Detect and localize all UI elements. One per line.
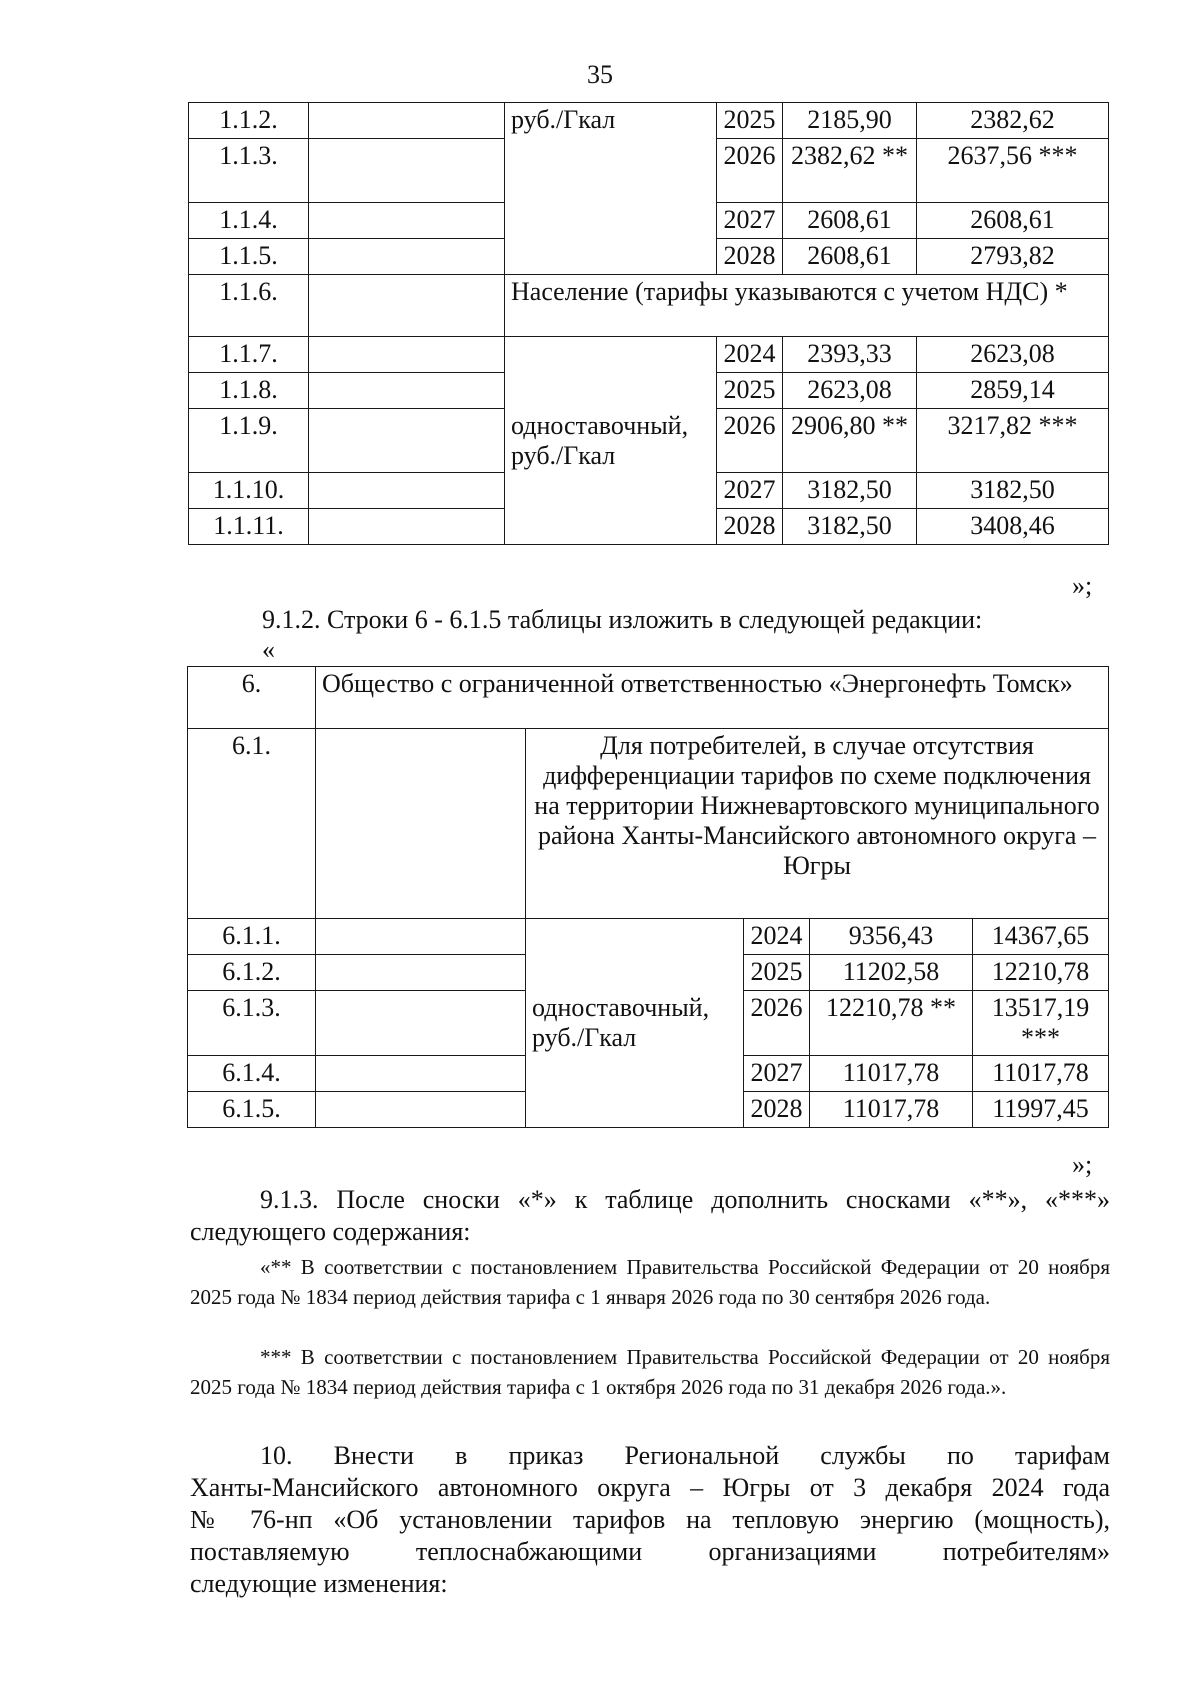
empty-cell — [309, 275, 505, 337]
tariff-value-2: 3182,50 — [917, 473, 1109, 509]
tariff-value-2: 2859,14 — [917, 373, 1109, 409]
tariff-value-1: 12210,78 ** — [810, 991, 973, 1056]
row-number: 1.1.7. — [189, 337, 309, 373]
population-heading: Население (тарифы указываются с учетом НДС) * — [505, 275, 1109, 337]
tariff-table-energoneft — [187, 666, 1109, 1128]
table-row — [189, 103, 1109, 139]
tariff-value-1: 2623,08 — [783, 373, 917, 409]
unit-cell: одноставочный, руб./Гкал — [526, 919, 744, 1128]
footnote-double-star — [190, 1252, 1110, 1312]
tariff-value-1: 9356,43 — [810, 919, 973, 955]
tariff-value-2: 3217,82 *** — [917, 409, 1109, 473]
footnote-double-star-text: «** В соответствии с постановлением Правительства Российской Федерации от 20 ноября 2025 года № 1834 период действия тарифа с 1 января 2026 года по 30 сентября 2026 года. — [190, 1255, 1110, 1309]
empty-cell — [316, 1056, 526, 1092]
row-number: 6.1.4. — [188, 1056, 316, 1092]
tariff-value-1: 11017,78 — [810, 1092, 973, 1128]
empty-cell — [316, 919, 526, 955]
footnote-triple-star-text: *** В соответствии с постановлением Правительства Российской Федерации от 20 ноября 2025 года № 1834 период действия тарифа с 1 октября 2026 года по 31 декабря 2026 года.». — [190, 1345, 1110, 1399]
row-number: 1.1.5. — [189, 239, 309, 275]
row-number: 1.1.2. — [189, 103, 309, 139]
tariff-value-1: 11202,58 — [810, 955, 973, 991]
tariff-value-2: 13517,19 *** — [973, 991, 1109, 1056]
tariff-value-2: 14367,65 — [973, 919, 1109, 955]
section-10-line-1: 10. Внести в приказ Региональной службы по тарифам — [260, 1441, 1110, 1470]
empty-cell — [316, 1092, 526, 1128]
tariff-value-1: 11017,78 — [810, 1056, 973, 1092]
opening-quote: « — [262, 635, 275, 664]
tariff-value-2: 11997,45 — [973, 1092, 1109, 1128]
row-number: 1.1.9. — [189, 409, 309, 473]
year-cell: 2028 — [744, 1092, 810, 1128]
section-10-line-5: следующие изменения: — [190, 1569, 448, 1598]
year-cell: 2028 — [717, 239, 783, 275]
year-cell: 2027 — [717, 203, 783, 239]
row-number: 6.1.5. — [188, 1092, 316, 1128]
empty-cell — [316, 955, 526, 991]
tariff-value-2: 2382,62 — [917, 103, 1109, 139]
empty-cell — [309, 203, 505, 239]
empty-cell — [309, 139, 505, 203]
row-number: 1.1.8. — [189, 373, 309, 409]
unit-cell: руб./Гкал — [505, 103, 717, 275]
empty-cell — [316, 991, 526, 1056]
tariff-value-1: 3182,50 — [783, 509, 917, 545]
section-9-1-2-text: 9.1.2. Строки 6 - 6.1.5 таблицы изложить в следующей редакции: — [262, 605, 983, 634]
section-9-1-3-text: 9.1.3. После сноски «*» к таблице дополнить сносками «**», «***» следующего содержания: — [190, 1185, 1110, 1246]
empty-cell — [309, 239, 505, 275]
tariff-value-1: 2393,33 — [783, 337, 917, 373]
year-cell: 2026 — [744, 991, 810, 1056]
year-cell: 2025 — [744, 955, 810, 991]
tariff-value-1: 2382,62 ** — [783, 139, 917, 203]
tariff-value-2: 2793,82 — [917, 239, 1109, 275]
tariff-value-2: 12210,78 — [973, 955, 1109, 991]
tariff-value-2: 2608,61 — [917, 203, 1109, 239]
empty-cell — [316, 729, 526, 919]
year-cell: 2026 — [717, 409, 783, 473]
year-cell: 2027 — [744, 1056, 810, 1092]
population-row — [189, 275, 1109, 337]
footnote-triple-star — [190, 1342, 1110, 1402]
organization-row — [188, 667, 1109, 729]
consumers-heading: Для потребителей, в случае отсутствия дифференциации тарифов по схеме подключения на территории Нижневартовского муниципального района Ханты-Мансийского автономного округа – Югры — [526, 729, 1109, 919]
year-cell: 2024 — [744, 919, 810, 955]
page-number: 35 — [587, 60, 613, 89]
row-number: 6.1. — [188, 729, 316, 919]
tariff-value-2: 11017,78 — [973, 1056, 1109, 1092]
empty-cell — [309, 373, 505, 409]
organization-name: Общество с ограниченной ответственностью «Энергонефть Томск» — [316, 667, 1109, 729]
section-10-line-2: Ханты-Мансийского автономного округа – Югры от 3 декабря 2024 года — [190, 1473, 1110, 1502]
row-number: 1.1.4. — [189, 203, 309, 239]
closing-quote-2: »; — [1072, 1150, 1093, 1179]
empty-cell — [309, 103, 505, 139]
table-row — [188, 919, 1109, 955]
year-cell: 2025 — [717, 373, 783, 409]
empty-cell — [309, 409, 505, 473]
year-cell: 2026 — [717, 139, 783, 203]
tariff-value-1: 2185,90 — [783, 103, 917, 139]
row-number: 1.1.11. — [189, 509, 309, 545]
row-number: 1.1.6. — [189, 275, 309, 337]
tariff-value-1: 2608,61 — [783, 239, 917, 275]
year-cell: 2025 — [717, 103, 783, 139]
year-cell: 2027 — [717, 473, 783, 509]
unit-cell: одноставочный, руб./Гкал — [505, 337, 717, 545]
section-9-1-3-paragraph — [190, 1184, 1110, 1248]
section-10-line-3: № 76-нп «Об установлении тарифов на тепловую энергию (мощность), — [190, 1505, 1110, 1534]
row-number: 1.1.10. — [189, 473, 309, 509]
table-row — [189, 337, 1109, 373]
empty-cell — [309, 509, 505, 545]
tariff-value-2: 3408,46 — [917, 509, 1109, 545]
tariff-value-2: 2623,08 — [917, 337, 1109, 373]
row-number: 6.1.2. — [188, 955, 316, 991]
row-number: 6. — [188, 667, 316, 729]
row-number: 6.1.3. — [188, 991, 316, 1056]
row-number: 1.1.3. — [189, 139, 309, 203]
section-10-line-4: поставляемую теплоснабжающими организациями потребителям» — [190, 1537, 1110, 1566]
consumers-row — [188, 729, 1109, 919]
row-number: 6.1.1. — [188, 919, 316, 955]
year-cell: 2028 — [717, 509, 783, 545]
empty-cell — [309, 337, 505, 373]
year-cell: 2024 — [717, 337, 783, 373]
tariff-value-1: 2906,80 ** — [783, 409, 917, 473]
tariff-value-1: 2608,61 — [783, 203, 917, 239]
section-10-paragraph — [190, 1440, 1110, 1600]
empty-cell — [309, 473, 505, 509]
closing-quote: »; — [1072, 571, 1093, 600]
tariff-value-2: 2637,56 *** — [917, 139, 1109, 203]
tariff-table-top — [188, 102, 1109, 545]
tariff-value-1: 3182,50 — [783, 473, 917, 509]
